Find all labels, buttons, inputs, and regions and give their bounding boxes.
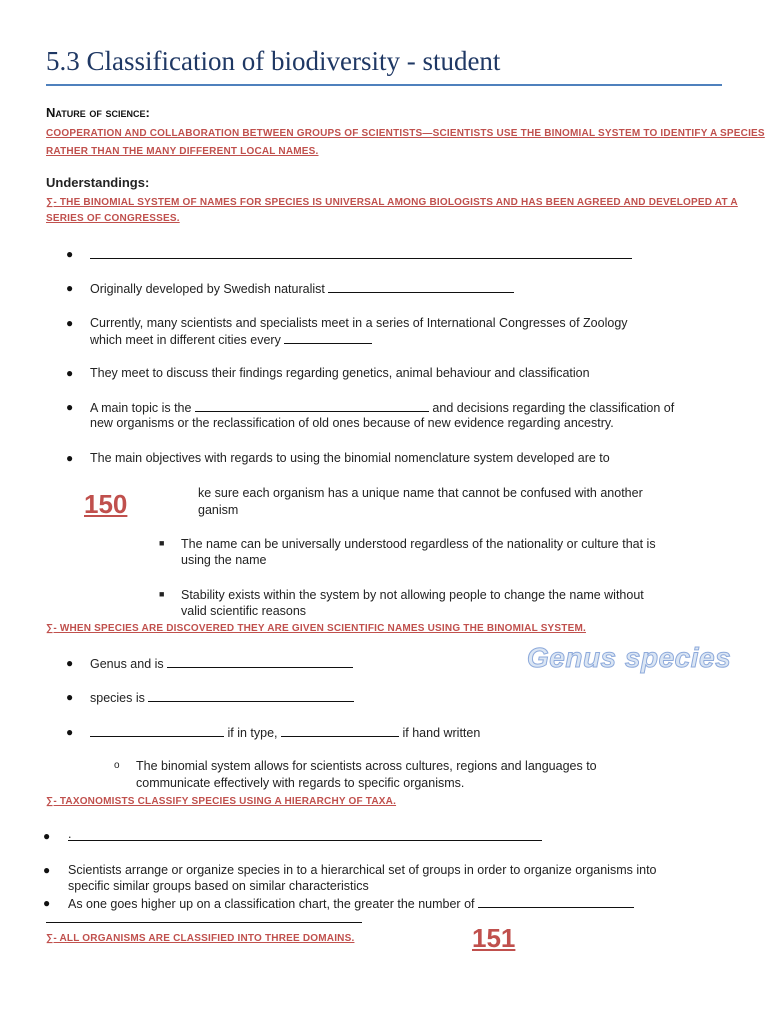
bullet-icon: ●: [43, 896, 51, 910]
bullet-icon: ●: [66, 725, 74, 739]
bullet-naturalist: Originally developed by Swedish naturalist: [90, 280, 514, 297]
nature-line-2: RATHER THAN THE MANY DIFFERENT LOCAL NAMES.: [46, 146, 319, 157]
blank-line: [284, 331, 372, 344]
bullet-congresses-line-2: which meet in different cities every: [90, 331, 372, 348]
bullet-higher: As one goes higher up on a classification chart, the greater the number of: [68, 895, 634, 912]
bullet-icon: ●: [66, 690, 74, 704]
circle-bullet-icon: o: [114, 760, 120, 771]
bullet-congresses-line-1: Currently, many scientists and specialists meet in a series of International Congresses of Zoology: [90, 316, 628, 330]
blank-line: [148, 689, 354, 702]
blank-line: [328, 280, 514, 293]
blank-line: [90, 258, 632, 259]
bullet-species: species is: [90, 689, 354, 706]
blank-line: [195, 399, 429, 412]
bullet-main-topic-line-1: A main topic is the and decisions regarding the classification of: [90, 401, 675, 415]
bullet-icon: ●: [66, 281, 74, 295]
understanding-2: ∑- WHEN SPECIES ARE DISCOVERED THEY ARE GIVEN SCIENTIFIC NAMES USING THE BINOMIAL SYSTEM.: [46, 623, 586, 634]
blank-line: [167, 655, 353, 668]
blank-line: [281, 724, 399, 737]
blank-line: [68, 840, 542, 841]
page-title: 5.3 Classification of biodiversity - student: [46, 46, 501, 76]
bullet-type-hand: if in type, if hand written: [90, 724, 480, 741]
bullet-icon: ●: [66, 400, 74, 414]
square-bullet-icon: ■: [159, 589, 165, 599]
bullet-icon: ●: [66, 316, 74, 330]
sub-bullet-3-line-2: valid scientific reasons: [181, 604, 307, 618]
blank-line: [478, 895, 634, 908]
bullet-icon: ●: [66, 247, 74, 261]
understanding-1-line-1: ∑- THE BINOMIAL SYSTEM OF NAMES FOR SPECIES IS UNIVERSAL AMONG BIOLOGISTS AND HAS BEEN AGREED AND DEVELOPED AT A: [46, 197, 738, 208]
sub-bullet-3-line-1: Stability exists within the system by not allowing people to change the name without: [181, 588, 644, 602]
understanding-4: ∑- ALL ORGANISMS ARE CLASSIFIED INTO THREE DOMAINS.: [46, 933, 355, 944]
understanding-1-line-2: SERIES OF CONGRESSES.: [46, 213, 180, 224]
page-number-150: 150: [84, 489, 128, 519]
bullet-icon: ●: [66, 451, 74, 465]
sub-bullet-1-line-2: ganism: [198, 503, 239, 517]
sub-binomial-line-1: The binomial system allows for scientists across cultures, regions and languages to: [136, 759, 597, 773]
sub-bullet-2-line-1: The name can be universally understood regardless of the nationality or culture that is: [181, 537, 656, 551]
understanding-3: ∑- TAXONOMISTS CLASSIFY SPECIES USING A HIERARCHY OF TAXA.: [46, 796, 397, 807]
nature-line-1: COOPERATION AND COLLABORATION BETWEEN GROUPS OF SCIENTISTS—SCIENTISTS USE THE BINOMIAL SYSTEM TO IDENTIFY A SPECIES: [46, 128, 765, 139]
bullet-genus: Genus and is: [90, 655, 353, 672]
bullet-arrange-line-1: Scientists arrange or organize species in to a hierarchical set of groups in order to organize organisms into: [68, 863, 657, 877]
sub-bullet-2-line-2: using the name: [181, 553, 267, 567]
blank-line: [46, 922, 362, 923]
bullet-icon: ●: [43, 829, 51, 843]
sub-bullet-1-line-1: ke sure each organism has a unique name that cannot be confused with another: [198, 486, 643, 500]
bullet-arrange-line-2: specific similar groups based on similar characteristics: [68, 879, 369, 893]
genus-species-wordart: Genus species: [527, 642, 732, 673]
bullet-icon: ●: [66, 656, 74, 670]
title-rule: [46, 84, 722, 86]
bullet-main-topic-line-2: new organisms or the reclassification of old ones because of new evidence regarding ancestry.: [90, 416, 614, 430]
blank-line: [90, 724, 224, 737]
bullet-objectives: The main objectives with regards to using the binomial nomenclature system developed are to: [90, 451, 610, 465]
bullet-dot: .: [68, 827, 72, 841]
bullet-icon: ●: [43, 863, 51, 877]
bullet-icon: ●: [66, 366, 74, 380]
square-bullet-icon: ■: [159, 538, 165, 548]
bullet-meet: They meet to discuss their findings regarding genetics, animal behaviour and classification: [90, 366, 590, 380]
sub-binomial-line-2: communicate effectively with regards to specific organisms.: [136, 776, 465, 790]
page-number-151: 151: [472, 923, 516, 953]
understandings-heading: Understandings:: [46, 175, 150, 190]
nature-heading: Nature of science:: [46, 105, 150, 120]
